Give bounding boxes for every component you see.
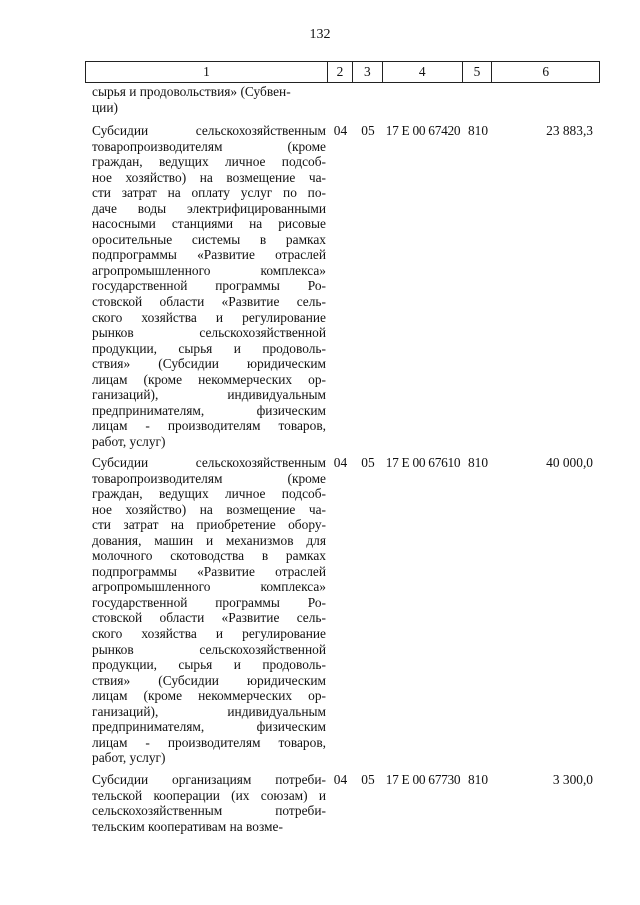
description-line: молочного скотоводства в рамках <box>92 548 326 564</box>
continued-text <box>92 84 324 115</box>
description-line: ганизаций), индивидуальным <box>92 387 326 403</box>
description-line: государственной программы Ро- <box>92 594 326 610</box>
header-row <box>85 61 600 83</box>
description-line: даче воды электрифицированными <box>92 200 326 216</box>
row-expense-type: 810 <box>467 455 489 470</box>
description-line: насосными станциями на рисовые <box>92 216 326 232</box>
description-line: рынков сельскохозяйственной <box>92 325 326 341</box>
description-line: предпринимателям, физическим <box>92 719 326 735</box>
description-line: агропромышленного комплекса» <box>92 262 326 278</box>
row-description <box>92 455 326 766</box>
description-line: продукции, сырья и продоволь- <box>92 657 326 673</box>
row-subsection: 05 <box>361 123 375 138</box>
row-amount: 3 300,0 <box>552 772 593 787</box>
description-line: лицам - производителям товаров, <box>92 418 326 434</box>
description-line: сельскохозяйственным потреби- <box>92 803 326 819</box>
header-col-1: 1 <box>86 62 328 82</box>
header-col-3: 3 <box>353 62 383 82</box>
description-line: ствия» (Субсидии юридическим <box>92 672 326 688</box>
description-line: Субсидии сельскохозяйственным <box>92 123 326 138</box>
row-section: 04 <box>333 123 348 138</box>
description-line: предпринимателям, физическим <box>92 402 326 418</box>
description-line: подпрограммы «Развитие отраслей <box>92 563 326 579</box>
row-target-article: 17 Е 00 67420 <box>385 123 461 138</box>
row-subsection: 05 <box>361 455 375 470</box>
row-expense-type: 810 <box>467 123 489 138</box>
header-col-4: 4 <box>383 62 463 82</box>
description-line: лицам - производителям товаров, <box>92 734 326 750</box>
description-line: сти затрат на оплату услуг по по- <box>92 185 326 201</box>
description-line: ное хозяйство) на возмещение ча- <box>92 169 326 185</box>
description-line: работ, услуг) <box>92 433 166 449</box>
description-line: ствия» (Субсидии юридическим <box>92 356 326 372</box>
row-section: 04 <box>333 455 348 470</box>
description-line: ского хозяйства и регулирование <box>92 626 326 642</box>
header-col-6: 6 <box>542 64 550 79</box>
description-line: лицам (кроме некоммерческих ор- <box>92 371 326 387</box>
row-expense-type: 810 <box>467 772 489 787</box>
description-line: государственной программы Ро- <box>92 278 326 294</box>
row-section: 04 <box>333 772 348 787</box>
description-line: дования, машин и механизмов для <box>92 532 326 548</box>
description-line: стовской области «Развитие сель- <box>92 294 326 310</box>
continued-line: ции) <box>92 99 118 115</box>
row-description <box>92 772 326 834</box>
header-col-2: 2 <box>328 62 353 82</box>
row-target-article: 17 Е 00 67730 <box>385 772 461 787</box>
row-amount: 23 883,3 <box>546 123 593 138</box>
row-target-article: 17 Е 00 67610 <box>385 455 461 470</box>
description-line: продукции, сырья и продоволь- <box>92 340 326 356</box>
description-line: рынков сельскохозяйственной <box>92 641 326 657</box>
description-line: тельским кооперативам на возме- <box>92 818 283 834</box>
description-line: Субсидии организациям потреби- <box>92 772 326 787</box>
description-line: товаропроизводителям (кроме <box>92 138 326 154</box>
description-line: стовской области «Развитие сель- <box>92 610 326 626</box>
row-amount: 40 000,0 <box>546 455 593 470</box>
description-line: ского хозяйства и регулирование <box>92 309 326 325</box>
description-line: товаропроизводителям (кроме <box>92 470 326 486</box>
table-header <box>85 61 600 83</box>
description-line: агропромышленного комплекса» <box>92 579 326 595</box>
description-line: тельской кооперации (их союзам) и <box>92 787 326 803</box>
description-line: подпрограммы «Развитие отраслей <box>92 247 326 263</box>
row-description <box>92 123 326 449</box>
description-line: ное хозяйство) на возмещение ча- <box>92 501 326 517</box>
description-line: оросительные системы в рамках <box>92 231 326 247</box>
description-line: граждан, ведущих личное подсоб- <box>92 154 326 170</box>
description-line: работ, услуг) <box>92 750 166 766</box>
description-line: Субсидии сельскохозяйственным <box>92 455 326 470</box>
description-line: ганизаций), индивидуальным <box>92 703 326 719</box>
continued-line: сырья и продовольствия» (Субвен- <box>92 84 291 99</box>
page-number: 132 <box>309 27 331 42</box>
row-subsection: 05 <box>361 772 375 787</box>
description-line: сти затрат на приобретение обору- <box>92 517 326 533</box>
description-line: лицам (кроме некоммерческих ор- <box>92 688 326 704</box>
description-line: граждан, ведущих личное подсоб- <box>92 486 326 502</box>
header-col-5: 5 <box>463 62 493 82</box>
